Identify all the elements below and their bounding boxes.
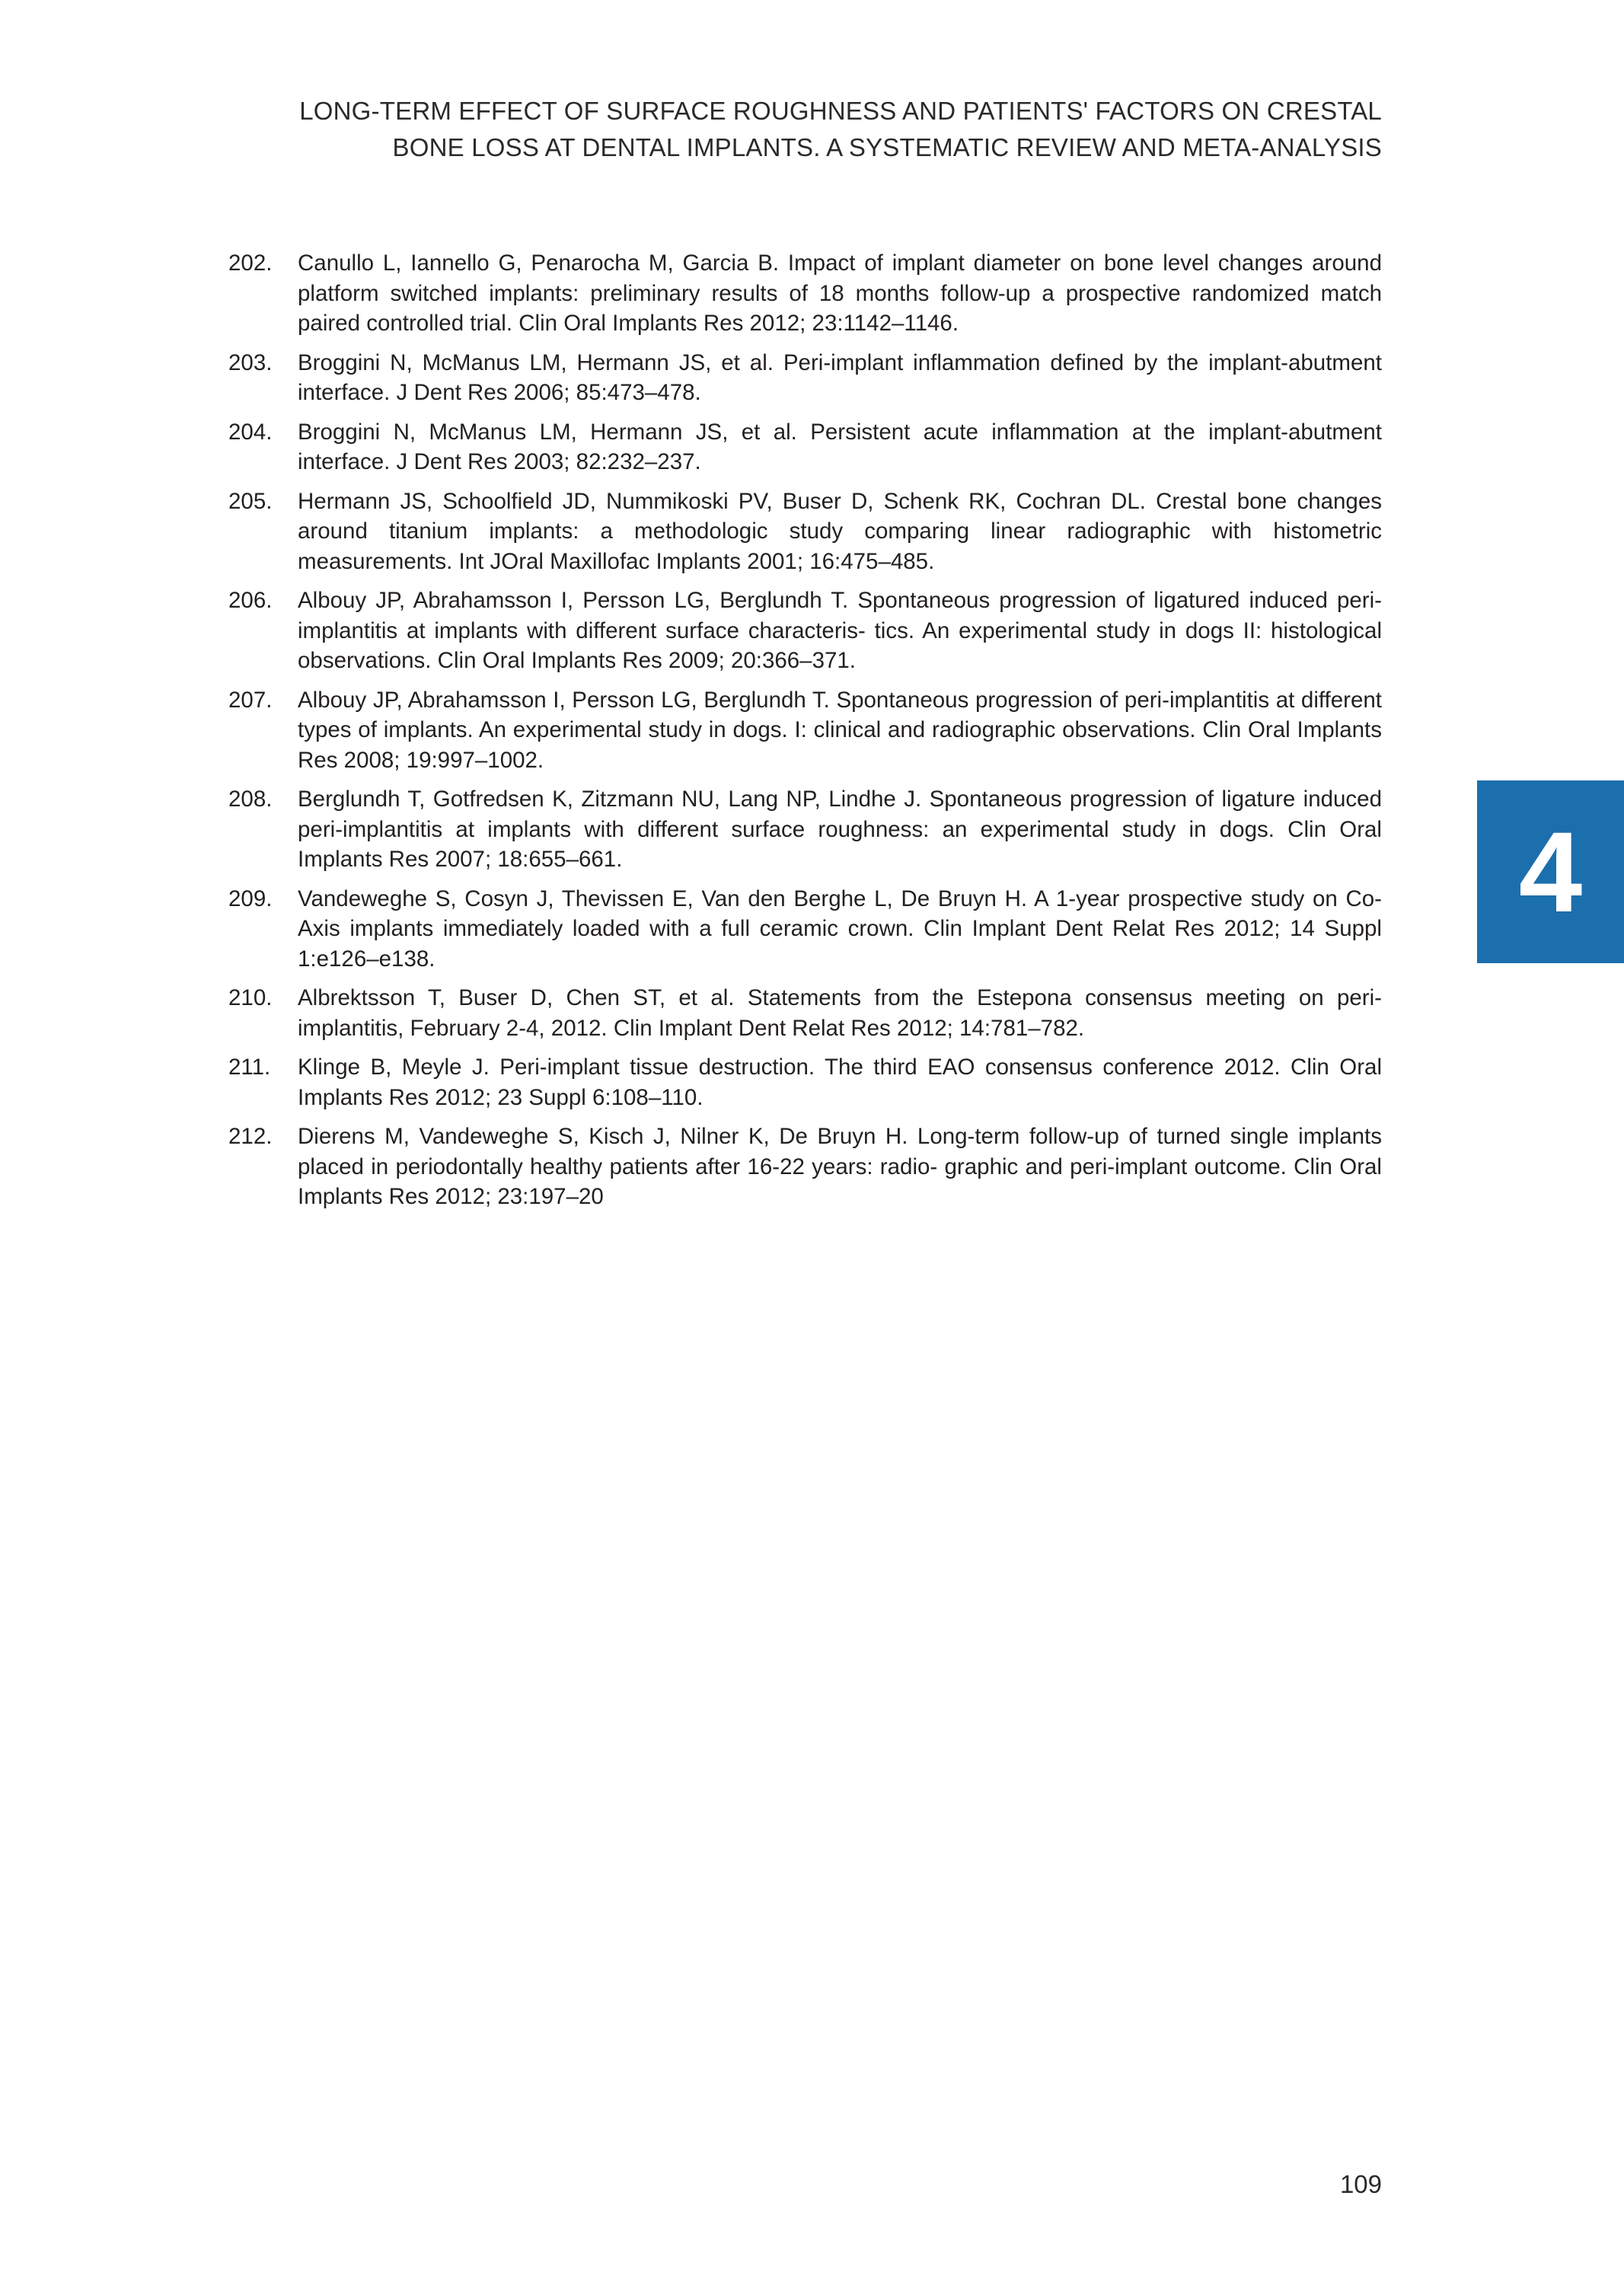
reference-number: 203. [228,349,273,375]
reference-item [228,884,1382,975]
reference-text: Broggini N, McManus LM, Hermann JS, et al. Persistent acute inflammation at the implant-abutment interface. J Dent Res 2003; 82:232–237. [298,419,1382,474]
header-line-2: BONE LOSS AT DENTAL IMPLANTS. A SYSTEMATIC REVIEW AND META-ANALYSIS [392,133,1382,161]
reference-text: Canullo L, Iannello G, Penarocha M, Garcia B. Impact of implant diameter on bone level changes around platform switched implants: preliminary results of 18 months follow-up a prospective randomized match paired controlled trial. Clin Oral Implants Res 2012; 23:1142–1146. [298,251,1382,336]
reference-number: 204. [228,419,273,445]
reference-item [228,784,1382,875]
reference-text: Albouy JP, Abrahamsson I, Persson LG, Berglundh T. Spontaneous progression of peri-implantitis at different types of implants. An experimental study in dogs. I: clinical and radiographic observations. Clin Oral Implants Res 2008; 19:997–1002. [298,687,1382,773]
chapter-tab [1477,780,1624,963]
reference-number: 211. [228,1055,271,1080]
reference-text: Berglundh T, Gotfredsen K, Zitzmann NU, Lang NP, Lindhe J. Spontaneous progression of ligature induced peri-implantitis at implants with different surface roughness: an experimental study in dogs. Clin Oral Implants Res 2007; 18:655–661. [298,787,1382,872]
reference-number: 206. [228,588,273,613]
reference-item [228,983,1382,1043]
reference-item [228,1052,1382,1112]
reference-number: 207. [228,687,273,713]
reference-text: Broggini N, McManus LM, Hermann JS, et al. Peri-implant inflammation defined by the implant-abutment interface. J Dent Res 2006; 85:473–478. [298,349,1382,405]
reference-item [228,417,1382,477]
reference-item [228,586,1382,676]
running-header [164,93,1382,166]
reference-item [228,1122,1382,1212]
reference-number: 210. [228,985,273,1010]
reference-text: Albouy JP, Abrahamsson I, Persson LG, Berglundh T. Spontaneous progression of ligatured induced peri- implantitis at implants with different surface characteris- tics. An experimental study in dogs II: histological observations. Clin Oral Implants Res 2009; 20:366–371. [298,588,1382,673]
reference-item [228,685,1382,776]
chapter-number: 4 [1518,808,1583,936]
page-number: 109 [1339,2170,1382,2198]
reference-text: Klinge B, Meyle J. Peri-implant tissue destruction. The third EAO consensus conference 2012. Clin Oral Implants Res 2012; 23 Suppl 6:108–110. [298,1055,1382,1110]
reference-text: Albrektsson T, Buser D, Chen ST, et al. Statements from the Estepona consensus meeting on peri-implantitis, February 2-4, 2012. Clin Implant Dent Relat Res 2012; 14:781–782. [298,985,1382,1041]
reference-item [228,487,1382,577]
reference-number: 202. [228,251,273,276]
reference-item [228,248,1382,339]
reference-text: Hermann JS, Schoolfield JD, Nummikoski PV, Buser D, Schenk RK, Cochran DL. Crestal bone changes around titanium implants: a methodologic study comparing linear radiographic with histometric measurements. Int JOral Maxillofac Implants 2001; 16:475–485. [298,488,1382,574]
reference-number: 205. [228,488,273,514]
reference-number: 208. [228,787,273,812]
reference-number: 209. [228,886,273,911]
reference-list [228,248,1382,1221]
reference-item [228,348,1382,408]
reference-text: Vandeweghe S, Cosyn J, Thevissen E, Van den Berghe L, De Bruyn H. A 1-year prospective study on Co-Axis implants immediately loaded with a full ceramic crown. Clin Implant Dent Relat Res 2012; 14 Suppl 1:e126–e138. [298,886,1382,972]
header-line-1: LONG-TERM EFFECT OF SURFACE ROUGHNESS AND PATIENTS' FACTORS ON CRESTAL [299,97,1382,125]
reference-number: 212. [228,1124,273,1149]
reference-text: Dierens M, Vandeweghe S, Kisch J, Nilner K, De Bruyn H. Long-term follow-up of turned single implants placed in periodontally healthy patients after 16-22 years: radio- graphic and peri-implant outcome. Clin Oral Implants Res 2012; 23:197–20 [298,1124,1382,1209]
